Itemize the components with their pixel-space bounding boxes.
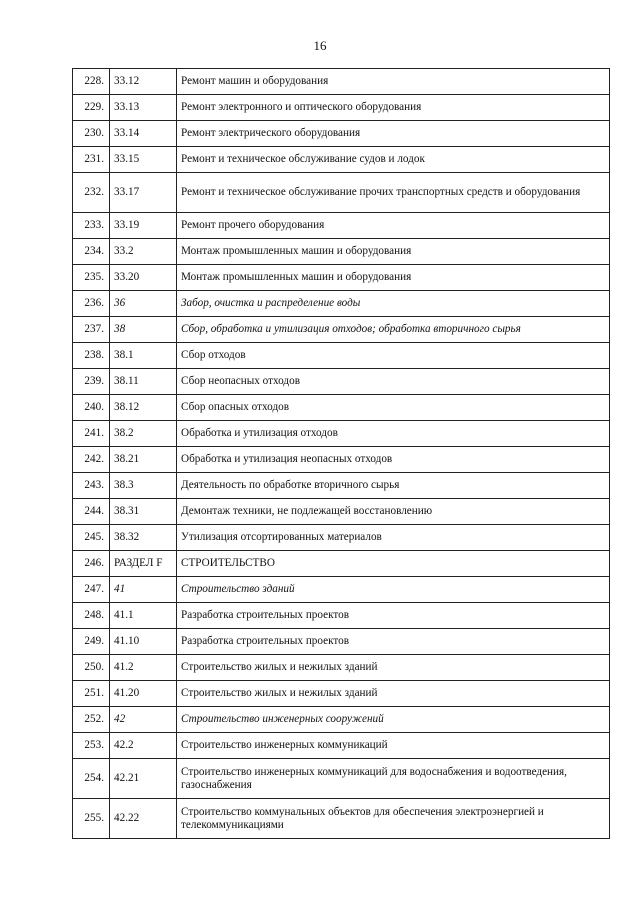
row-code: 38.12 (110, 395, 177, 421)
table-row (73, 147, 610, 173)
row-name: Строительство инженерных коммуникаций для водоснабжения и водоотведения, газоснабжения (177, 759, 610, 799)
row-name: Обработка и утилизация неопасных отходов (177, 447, 610, 473)
row-number: 235. (73, 265, 110, 291)
table-row (73, 447, 610, 473)
row-code: 41.2 (110, 655, 177, 681)
row-code: РАЗДЕЛ F (110, 551, 177, 577)
row-code: 42.2 (110, 733, 177, 759)
table-row (73, 473, 610, 499)
row-name: Ремонт электрического оборудования (177, 121, 610, 147)
row-name: Ремонт и техническое обслуживание прочих транспортных средств и оборудования (177, 173, 610, 213)
row-code: 42 (110, 707, 177, 733)
table-row (73, 173, 610, 213)
row-code: 38 (110, 317, 177, 343)
table-row (73, 369, 610, 395)
row-code: 33.19 (110, 213, 177, 239)
row-code: 41.1 (110, 603, 177, 629)
table-row (73, 551, 610, 577)
table-row (73, 799, 610, 839)
table-row (73, 655, 610, 681)
row-number: 234. (73, 239, 110, 265)
row-number: 245. (73, 525, 110, 551)
row-number: 232. (73, 173, 110, 213)
page-number: 16 (313, 38, 327, 53)
row-name: Монтаж промышленных машин и оборудования (177, 265, 610, 291)
row-number: 244. (73, 499, 110, 525)
row-code: 38.11 (110, 369, 177, 395)
row-code: 33.15 (110, 147, 177, 173)
row-number: 251. (73, 681, 110, 707)
table-row (73, 265, 610, 291)
row-number: 246. (73, 551, 110, 577)
row-code: 38.2 (110, 421, 177, 447)
row-name: Монтаж промышленных машин и оборудования (177, 239, 610, 265)
row-code: 38.3 (110, 473, 177, 499)
table-row (73, 603, 610, 629)
row-number: 239. (73, 369, 110, 395)
row-name: Демонтаж техники, не подлежащей восстановлению (177, 499, 610, 525)
row-number: 249. (73, 629, 110, 655)
row-name: Строительство жилых и нежилых зданий (177, 655, 610, 681)
row-number: 242. (73, 447, 110, 473)
row-code: 41 (110, 577, 177, 603)
row-name: Сбор опасных отходов (177, 395, 610, 421)
table-row (73, 525, 610, 551)
row-number: 243. (73, 473, 110, 499)
row-code: 38.32 (110, 525, 177, 551)
row-number: 241. (73, 421, 110, 447)
row-number: 254. (73, 759, 110, 799)
row-name: СТРОИТЕЛЬСТВО (177, 551, 610, 577)
row-name: Утилизация отсортированных материалов (177, 525, 610, 551)
table-row (73, 421, 610, 447)
row-number: 233. (73, 213, 110, 239)
row-number: 236. (73, 291, 110, 317)
table-row (73, 395, 610, 421)
row-code: 41.20 (110, 681, 177, 707)
row-code: 33.20 (110, 265, 177, 291)
row-code: 33.14 (110, 121, 177, 147)
row-name: Строительство жилых и нежилых зданий (177, 681, 610, 707)
row-name: Строительство инженерных коммуникаций (177, 733, 610, 759)
row-name: Сбор, обработка и утилизация отходов; обработка вторичного сырья (177, 317, 610, 343)
row-number: 229. (73, 95, 110, 121)
row-name: Ремонт прочего оборудования (177, 213, 610, 239)
row-code: 42.22 (110, 799, 177, 839)
row-code: 36 (110, 291, 177, 317)
row-number: 248. (73, 603, 110, 629)
row-code: 38.21 (110, 447, 177, 473)
row-code: 41.10 (110, 629, 177, 655)
row-number: 250. (73, 655, 110, 681)
row-name: Ремонт машин и оборудования (177, 69, 610, 95)
table-row (73, 499, 610, 525)
row-name: Сбор отходов (177, 343, 610, 369)
table-row (73, 291, 610, 317)
table-row (73, 707, 610, 733)
table-row (73, 317, 610, 343)
row-name: Деятельность по обработке вторичного сырья (177, 473, 610, 499)
row-number: 230. (73, 121, 110, 147)
table-row (73, 577, 610, 603)
row-name: Обработка и утилизация отходов (177, 421, 610, 447)
row-name: Забор, очистка и распределение воды (177, 291, 610, 317)
row-number: 253. (73, 733, 110, 759)
row-code: 42.21 (110, 759, 177, 799)
row-number: 255. (73, 799, 110, 839)
row-number: 247. (73, 577, 110, 603)
row-code: 33.13 (110, 95, 177, 121)
table-row (73, 759, 610, 799)
okved-table (72, 68, 610, 839)
row-number: 252. (73, 707, 110, 733)
table-body (73, 69, 610, 839)
row-number: 231. (73, 147, 110, 173)
table-row (73, 733, 610, 759)
row-number: 238. (73, 343, 110, 369)
row-name: Строительство инженерных сооружений (177, 707, 610, 733)
row-code: 33.12 (110, 69, 177, 95)
row-code: 33.17 (110, 173, 177, 213)
table-row (73, 69, 610, 95)
row-number: 237. (73, 317, 110, 343)
table-row (73, 239, 610, 265)
row-code: 38.1 (110, 343, 177, 369)
table-row (73, 343, 610, 369)
row-code: 33.2 (110, 239, 177, 265)
row-name: Ремонт и техническое обслуживание судов и лодок (177, 147, 610, 173)
row-number: 228. (73, 69, 110, 95)
row-name: Строительство зданий (177, 577, 610, 603)
row-name: Ремонт электронного и оптического оборудования (177, 95, 610, 121)
table-row (73, 629, 610, 655)
row-name: Строительство коммунальных объектов для обеспечения электроэнергией и телекоммуникациями (177, 799, 610, 839)
row-number: 240. (73, 395, 110, 421)
table-row (73, 681, 610, 707)
table-row (73, 121, 610, 147)
row-code: 38.31 (110, 499, 177, 525)
row-name: Разработка строительных проектов (177, 629, 610, 655)
row-name: Разработка строительных проектов (177, 603, 610, 629)
table-row (73, 213, 610, 239)
table-row (73, 95, 610, 121)
row-name: Сбор неопасных отходов (177, 369, 610, 395)
